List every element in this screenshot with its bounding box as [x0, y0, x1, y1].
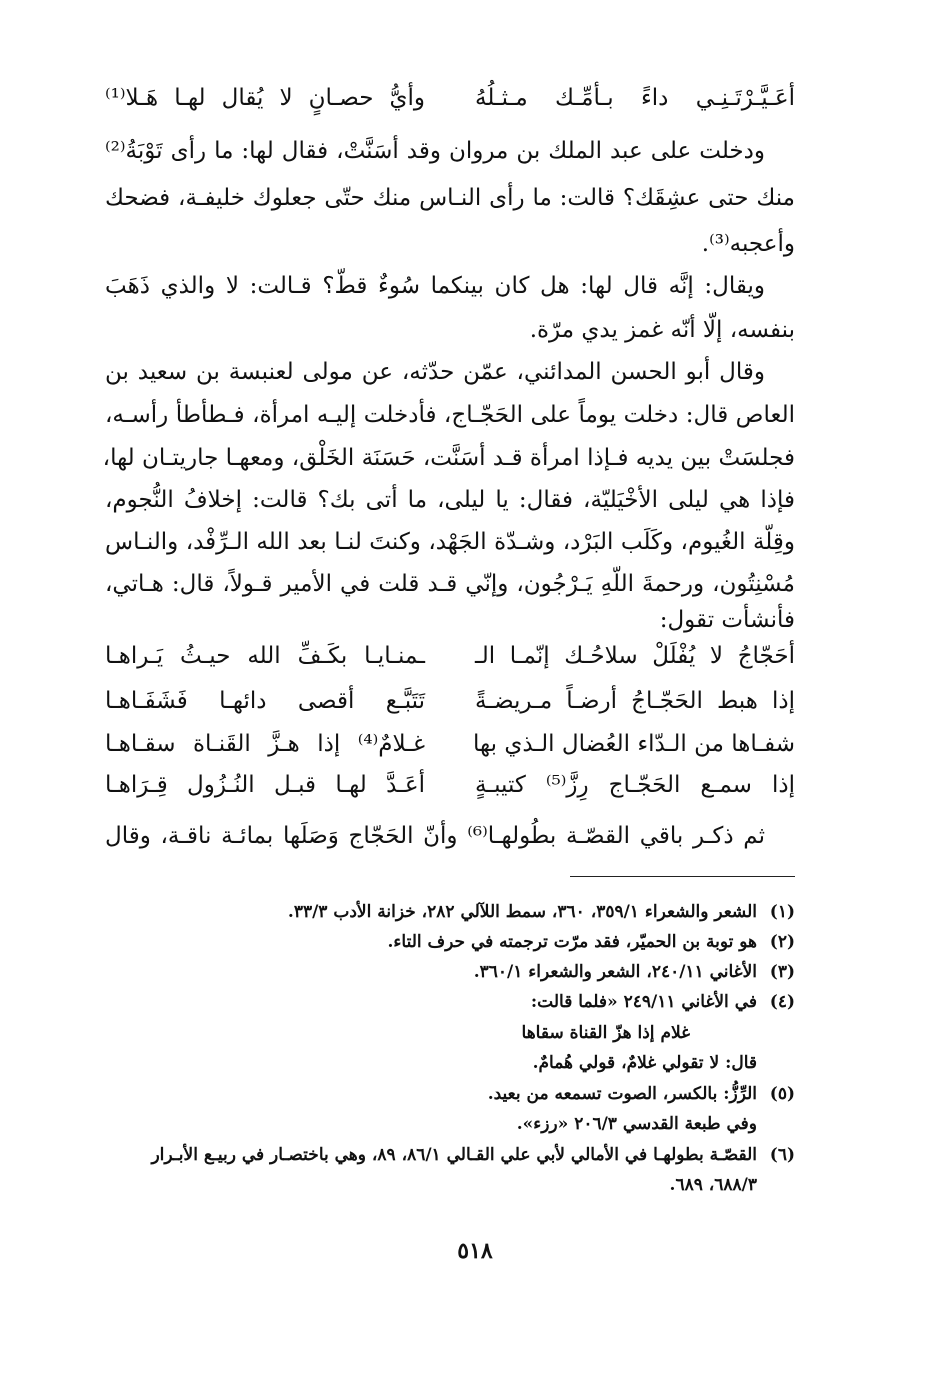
- footnote-text: غلام إذا هزّ القناة سقاها: [521, 1023, 690, 1043]
- paragraph-line: وأعجبه⁽³⁾.: [701, 231, 795, 257]
- footnote-quoted-verse: [0, 1018, 690, 1048]
- footnote-number: (٦): [769, 1145, 795, 1165]
- paragraph-line: ويقال: إنَّه قال لها: هل كان بينكما سُوءٌ قطّ؟ قـالت: لا والذي ذَهَبَ: [105, 273, 765, 299]
- footnote-number: (٣): [769, 962, 795, 982]
- paragraph-line: فإذا هي ليلى الأخْيَليّة، فقال: يا ليلى، ما أتى بك؟ قالت: إخلافُ النُّجوم،: [105, 487, 795, 513]
- poem-verse: [105, 681, 795, 721]
- paragraph-line: مُسْنِتُون، ورحمةَ اللّهِ يَـرْجُون، وإنّي قـد قلت في الأمير قـولاً، قال: هـاتي،: [105, 571, 795, 597]
- footnote-continuation: [67, 1170, 757, 1200]
- footnote-text: هو توبة بن الحميّر، فقد مرّت ترجمته في حرف التاء.: [387, 932, 757, 952]
- paragraph-line: وقال أبو الحسن المدائني، عمّن حدّثه، عن مولى لعنبسة بن سعيد بن: [105, 359, 765, 385]
- footnote: [105, 897, 795, 927]
- paragraph-line: منك حتى عشِقَك؟ قالت: ما رأى النـاس منك حتّى جعلوك خليفـة، فضحك: [105, 185, 795, 211]
- footnote: [105, 927, 795, 957]
- footnote-number: (٢): [769, 932, 795, 952]
- verse-second-hemistich: غـلامٌ⁽⁴⁾ إذا هـزَّ القَنـاة سقـاهـا: [105, 731, 425, 757]
- footnote-continuation: [67, 1048, 757, 1078]
- verse-second-hemistich: تَتَبَّـع أقصى دائهـا فَشَفَـاهـا: [105, 688, 425, 714]
- footnote-continuation: [67, 1109, 757, 1139]
- footnote: [105, 957, 795, 987]
- poem-verse: [105, 636, 795, 676]
- poem-verse: [105, 765, 795, 805]
- paragraph-line: ودخلت على عبد الملك بن مروان وقد أسَنَّتْ، فقال لها: ما رأى تَوْبَةُ⁽²⁾: [105, 138, 765, 164]
- verse-first-hemistich: إذا سمـع الحَجّـاج رِزَّ⁽⁵⁾ كتيبـةٍ: [475, 772, 795, 798]
- verse-first-hemistich: أحَجّاجُ لا يُفْلَلْ سلاحُـك إنّمـا الـ: [475, 643, 795, 669]
- footnote-number: (٥): [769, 1084, 795, 1104]
- footnote-text: الأغاني ٢٤٠/١١، الشعر والشعراء ٣٦٠/١.: [473, 962, 757, 982]
- footnote-text: الشعر والشعراء ٣٥٩/١، ٣٦٠، سمط اللآلي ٢٨٢، خزانة الأدب ٣٣/٣.: [287, 902, 757, 922]
- footnote: [105, 1140, 795, 1170]
- footnote-text: ٦٨٨/٣، ٦٨٩.: [669, 1175, 757, 1195]
- verse-second-hemistich: وأيُّ حصـانٍ لا يُقال لهـا هَـلا⁽¹⁾: [105, 85, 425, 111]
- paragraph-line: العاص قال: دخلت يوماً على الحَجّـاج، فأدخلت إليـه امرأة، فـطأطأ رأسـه،: [105, 402, 795, 428]
- footnote-text: في الأغاني ٢٤٩/١١ «فلما قالت:: [530, 992, 757, 1012]
- footnote-number: (٤): [769, 992, 795, 1012]
- footnote-text: وفي طبعة القدسي ٢٠٦/٣ «رزء».: [516, 1114, 757, 1134]
- verse-second-hemistich: ـمنـايـا بكَـفِّ الله حيـثُ يَـراهـا: [105, 643, 425, 669]
- footnote-text: قال: لا تقولي غلامٌ، قولي هُمامٌ.: [532, 1053, 757, 1073]
- footnote-text: القصّـة بطولهـا في الأمالي لأبي علي القـالي ٨٦/١، ٨٩، وهي باختصـار في ربيـع الأبـرار: [151, 1145, 757, 1165]
- verse-second-hemistich: أعَـدَّ لهـا قبـل النُـزُول قِـرَاهـا: [105, 772, 425, 798]
- verse-first-hemistich: أعَـيَّـرْتَـنِـي داءً بـأمِّـك مـثـلُهُ: [475, 85, 795, 111]
- verse-first-hemistich: إذا هبط الحَجّـاجُ أرضـاً مـريضـةً: [475, 688, 795, 714]
- page-number: ٥١٨: [457, 1238, 493, 1264]
- opening-verse: [105, 78, 795, 118]
- footnote-number: (١): [769, 902, 795, 922]
- paragraph-line: فجلسَتْ بين يديه فـإذا امرأة قـد أسَنَّت، حَسَنَة الخَلْق، ومعهـا جاريتـان لها،: [102, 445, 795, 471]
- paragraph-line: بنفسه، إلّا أنّه غمز يدي مرّة.: [529, 317, 795, 343]
- footnote: [105, 1079, 795, 1109]
- paragraph-line: وقِلّة الغُيوم، وكَلَب البَرْد، وشـدّة الجَهْد، وكنتَ لنـا بعد الله الـرِّفْد، والنـاس: [105, 529, 795, 555]
- paragraph-line: فأنشأت تقول:: [659, 607, 795, 633]
- paragraph-line: ثم ذكـر باقي القصّـة بطُولهـا⁽⁶⁾ وأنّ الحَجّاج وَصَلَها بمائـة ناقـة، وقال: [105, 823, 765, 849]
- footnote-separator: [570, 876, 795, 877]
- footnote: [105, 987, 795, 1017]
- footnote-text: الرِّزُّ: بالكسر، الصوت تسمعه من بعيد.: [487, 1084, 757, 1104]
- verse-first-hemistich: شفـاها من الـدّاء العُضال الـذي بها: [473, 731, 795, 757]
- poem-verse: [105, 724, 795, 764]
